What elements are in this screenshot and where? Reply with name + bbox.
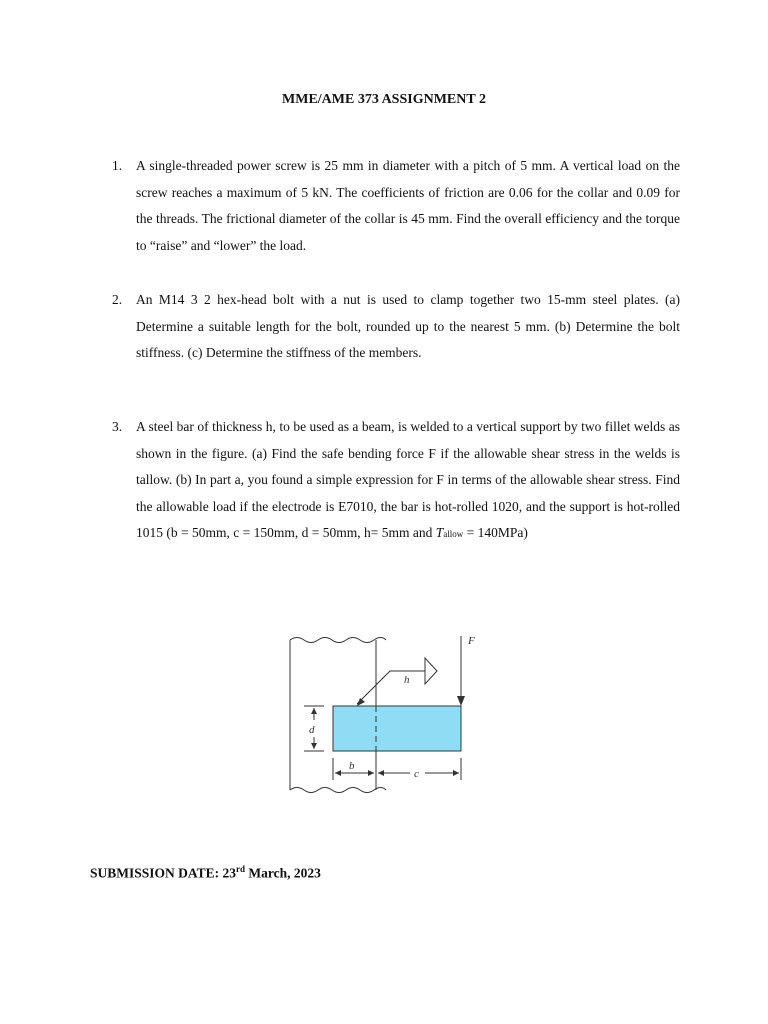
question-text: An M14 3 2 hex-head bolt with a nut is used to clamp together two 15-mm steel plates. (a) Determine a suitable length for the bolt, rounded up to the nearest 5 mm. (b) Determine the bolt stiffness. (c) Determine the stiffness of the members. [136,292,680,360]
question-number: 3. [112,419,123,434]
question-number: 1. [112,158,123,173]
question-2 [112,287,680,367]
dim-c-arrow-left [378,770,384,776]
question-text-block [136,414,680,548]
beam-bar [333,706,461,751]
submission-superscript: rd [236,864,246,874]
dim-b-arrow-left [335,770,341,776]
label-h: h [404,674,410,686]
dim-b-arrow-right [368,770,374,776]
weld-leader-arrowhead [357,698,365,706]
question-tail-text: = 140MPa) [463,525,528,540]
weld-triangle [425,658,437,684]
wavy-top-edge [290,638,386,643]
tau-symbol: T [435,525,444,540]
force-arrowhead [457,696,465,706]
label-c: c [414,768,419,780]
label-b: b [349,760,355,772]
dim-c-arrow-right [453,770,459,776]
submission-prefix: SUBMISSION DATE: 23 [90,865,237,881]
weld-leader [357,671,425,704]
label-F: F [468,635,475,647]
allow-subscript: allow [443,529,464,539]
question-text: A single-threaded power screw is 25 mm in diameter with a pitch of 5 mm. A vertical load on the screw reaches a maximum of 5 kN. The coefficients of friction are 0.06 for the collar and 0.09 for the threads. The frictional diameter of the collar is 45 mm. Find the overall efficiency and the torque to “raise” and “lower” the load. [136,158,680,253]
dim-d-arrow-up [311,708,317,714]
dim-d-arrow-down [311,743,317,749]
question-1 [112,153,680,259]
document-title: MME/AME 373 ASSIGNMENT 2 [282,92,486,107]
question-3 [112,414,680,548]
label-d: d [309,724,315,736]
submission-date [90,864,321,882]
submission-suffix: March, 2023 [245,865,321,881]
question-number: 2. [112,292,123,307]
wavy-bottom-edge [290,788,386,793]
weld-figure [280,628,490,800]
question-text: A steel bar of thickness h, to be used as a beam, is welded to a vertical support by two fillet welds as shown in the figure. (a) Find the safe bending force F if the allowable shear stress in the welds is tallow. (b) In part a, you found a simple expression for F in terms of the allowable shear stress. Find the allowable load if the electrode is E7010, the bar is hot-rolled 1020, and the support is hot-rolled 1015 (b = 50mm, c = 150mm, d = 50mm, h= 5mm and [136,419,680,540]
